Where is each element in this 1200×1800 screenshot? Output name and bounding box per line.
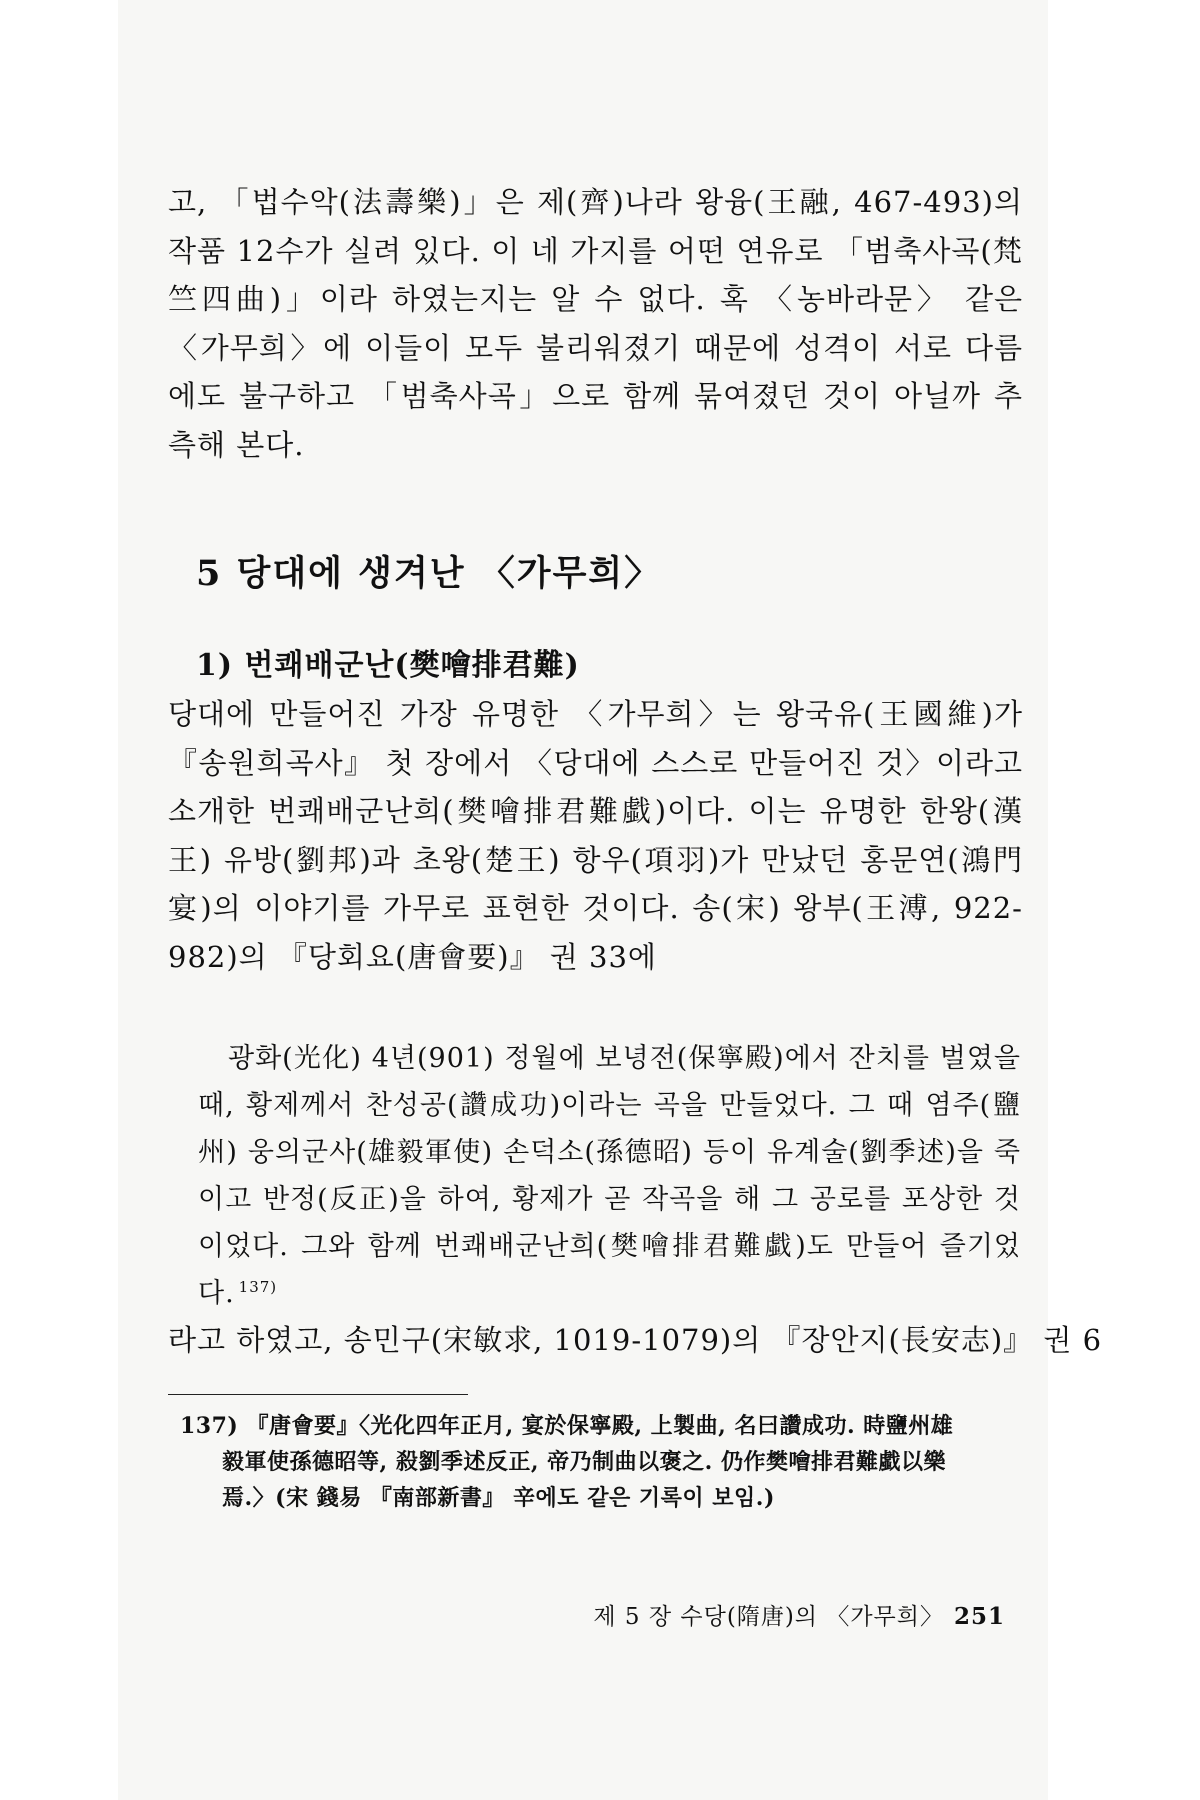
footnote-line-1: 『唐會要』〈光化四年正月, 宴於保寧殿, 上製曲, 名曰讚成功. 時鹽州雄 <box>246 1413 954 1439</box>
footnote-divider <box>168 1394 468 1395</box>
running-footer <box>593 1598 1005 1631</box>
footnote-number: 137) <box>180 1413 239 1439</box>
page-number: 251 <box>953 1603 1005 1630</box>
footnote-reference: 137) <box>238 1278 278 1296</box>
chapter-title: 제 5 장 수당(隋唐)의 〈가무희〉 <box>593 1604 944 1630</box>
section-heading: 5 당대에 생겨난 〈가무희〉 <box>196 553 662 594</box>
footnote-line-2: 毅軍使孫德昭等, 殺劉季述反正, 帝乃制曲以褒之. 仍作樊噲排君難戱以樂 <box>222 1449 946 1475</box>
continuation-line: 라고 하였고, 송민구(宋敏求, 1019-1079)의 『장안지(長安志)』 권 6 <box>168 1323 1103 1357</box>
footnote-line-3: 焉.〉(宋 錢易 『南部新書』 辛에도 같은 기록이 보임.) <box>222 1485 775 1511</box>
body-paragraph-2: 당대에 만들어진 가장 유명한 〈가무희〉는 왕국유(王國維)가 『송원희곡사』 첫 장에서 〈당대에 스스로 만들어진 것〉이라고 소개한 번쾌배군난희(樊噲排君難戱)이다. 이는 유명한 한왕(漢王) 유방(劉邦)과 초왕(楚王) 항우(項羽)가 만났던 홍문연(鴻門宴)의 이야기를 가무로 표현한 것이다. 송(宋) 왕부(王溥, 922-982)의 『당회요(唐會要)』 권 33에 <box>168 697 1023 974</box>
body-paragraph: 고, 「법수악(法壽樂)」은 제(齊)나라 왕융(王融, 467-493)의 작품 12수가 실려 있다. 이 네 가지를 어떤 연유로 「범축사곡(梵竺四曲)」이라 하였는지는 알 수 없다. 혹 〈농바라문〉 같은 〈가무희〉에 이들이 모두 불리워졌기 때문에 성격이 서로 다름에도 불구하고 「범축사곡」으로 함께 묶여졌던 것이 아닐까 추측해 본다. <box>168 185 1023 462</box>
footnote <box>180 1408 1025 1516</box>
sub-heading: 1) 번쾌배군난(樊噲排君難) <box>196 648 580 683</box>
block-quote-text: 광화(光化) 4년(901) 정월에 보녕전(保寧殿)에서 잔치를 벌였을 때, 황제께서 찬성공(讚成功)이라는 곡을 만들었다. 그 때 염주(鹽州) 웅의군사(雄毅軍使) 손덕소(孫德昭) 등이 유계술(劉季述)을 죽이고 반정(反正)을 하여, 황제가 곧 작곡을 해 그 공로를 포상한 것이었다. 그와 함께 번쾌배군난희(樊噲排君難戱)도 만들어 즐기었다. <box>198 1043 1021 1309</box>
block-quote <box>198 1035 1021 1317</box>
